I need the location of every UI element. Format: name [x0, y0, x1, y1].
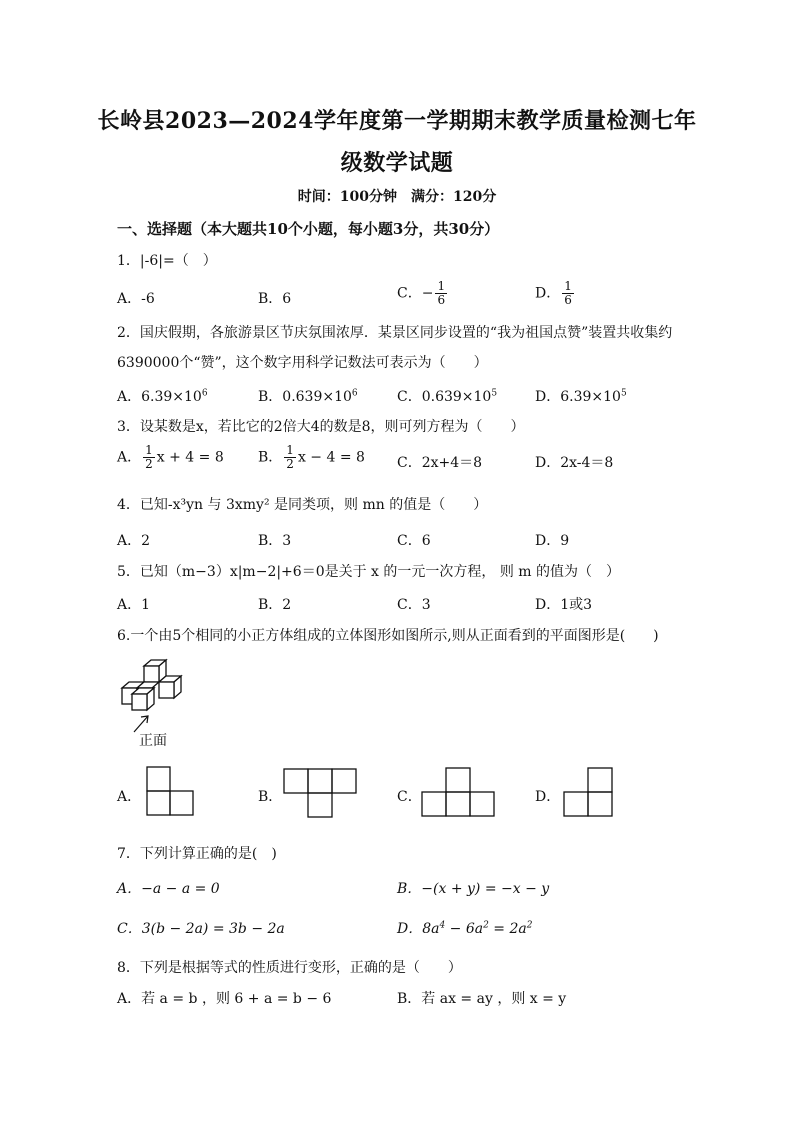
q2-option-b: B．$0.639\times 10^6$: [258, 388, 358, 405]
q7-option-d: D．$8a^4 - 6a^2 = 2a^2$: [397, 920, 533, 937]
page-title-line2: 级数学试题: [340, 150, 454, 176]
q7-option-c: C．3(b − 2a) = 3b − 2a: [117, 921, 285, 937]
q5-option-c: C．3: [397, 597, 431, 613]
page-title-line1: 长岭县2023—2024学年度第一学期期末教学质量检测七年: [97, 108, 697, 134]
question-1: 1．|-6|=（ ）: [117, 253, 217, 269]
q5-option-a: A．1: [117, 597, 151, 613]
q4-option-d: D．9: [535, 533, 570, 549]
question-5: 5．已知（m−3）x|m−2|+6＝0是关于 x 的一元一次方程， 则 m 的值为（ ）: [117, 564, 621, 580]
q1-option-b: B．6: [258, 291, 292, 307]
q6-option-b-label: B．: [258, 789, 283, 805]
question-3: 3．设某数是x，若比它的2倍大4的数是8，则可列方程为（ ）: [117, 419, 525, 435]
question-4: 4．已知-x³yn 与 3xmy² 是同类项，则 mn 的值是（ ）: [117, 497, 488, 513]
question-8: 8．下列是根据等式的性质进行变形，正确的是（ ）: [117, 960, 462, 976]
q5-option-b: B．2: [258, 597, 292, 613]
q7-option-a: A．−a − a = 0: [117, 881, 220, 897]
q1-option-a: A．-6: [117, 291, 155, 307]
exam-info: 时间：100分钟 满分：120分: [297, 189, 497, 205]
question-2-line2: 6390000个“赞”，这个数字用科学记数法可表示为（ ）: [117, 355, 488, 371]
q7-option-b: B．−(x + y) = −x − y: [397, 881, 550, 897]
q6-option-b-figure: [283, 768, 357, 820]
q8-option-b: B．若 ax = ay ，则 x = y: [397, 991, 567, 1007]
q6-option-d-label: D．: [535, 789, 561, 805]
q8-option-a: A．若 a = b ，则 6 + a = b − 6: [117, 991, 332, 1007]
q4-option-c: C．6: [397, 533, 431, 549]
q3-option-c: C．2x+4＝8: [397, 455, 483, 471]
q6-option-d-figure: [563, 767, 615, 819]
q3-option-d: D．2x-4＝8: [535, 455, 614, 471]
q2-option-d: D．$6.39\times 10^5$: [535, 388, 627, 405]
q5-option-d: D．1或3: [535, 597, 593, 613]
section-heading: 一、选择题（本大题共10个小题，每小题3分，共30分）: [117, 220, 500, 238]
q2-option-c: C．$0.639\times 10^5$: [397, 388, 498, 405]
front-label: 正面: [139, 733, 167, 749]
q2-option-a: A．$6.39\times 10^6$: [117, 388, 208, 405]
question-6: 6.一个由5个相同的小正方体组成的立体图形如图所示,则从正面看到的平面图形是( ): [117, 628, 659, 644]
q1-option-c: C．− $\frac{1}{6}$: [397, 279, 446, 307]
q4-option-a: A．2: [117, 533, 151, 549]
q4-option-b: B．3: [258, 533, 292, 549]
q1-option-d: D． $\frac{1}{6}$: [535, 279, 572, 307]
q6-option-a-figure: [146, 766, 196, 818]
q6-option-a-label: A．: [117, 789, 142, 805]
q6-option-c-label: C．: [397, 789, 422, 805]
question-2-line1: 2．国庆假期，各旅游景区节庆氛围浓厚．某景区同步设置的“我为祖国点赞”装置共收集约: [117, 325, 673, 341]
q3-option-a: A． $\frac{1}{2}$ x + 4 = 8: [117, 443, 224, 471]
q3-option-b: B． $\frac{1}{2}$ x − 4 = 8: [258, 443, 365, 471]
q6-option-c-figure: [421, 767, 495, 819]
question-7: 7．下列计算正确的是( ): [117, 846, 277, 862]
